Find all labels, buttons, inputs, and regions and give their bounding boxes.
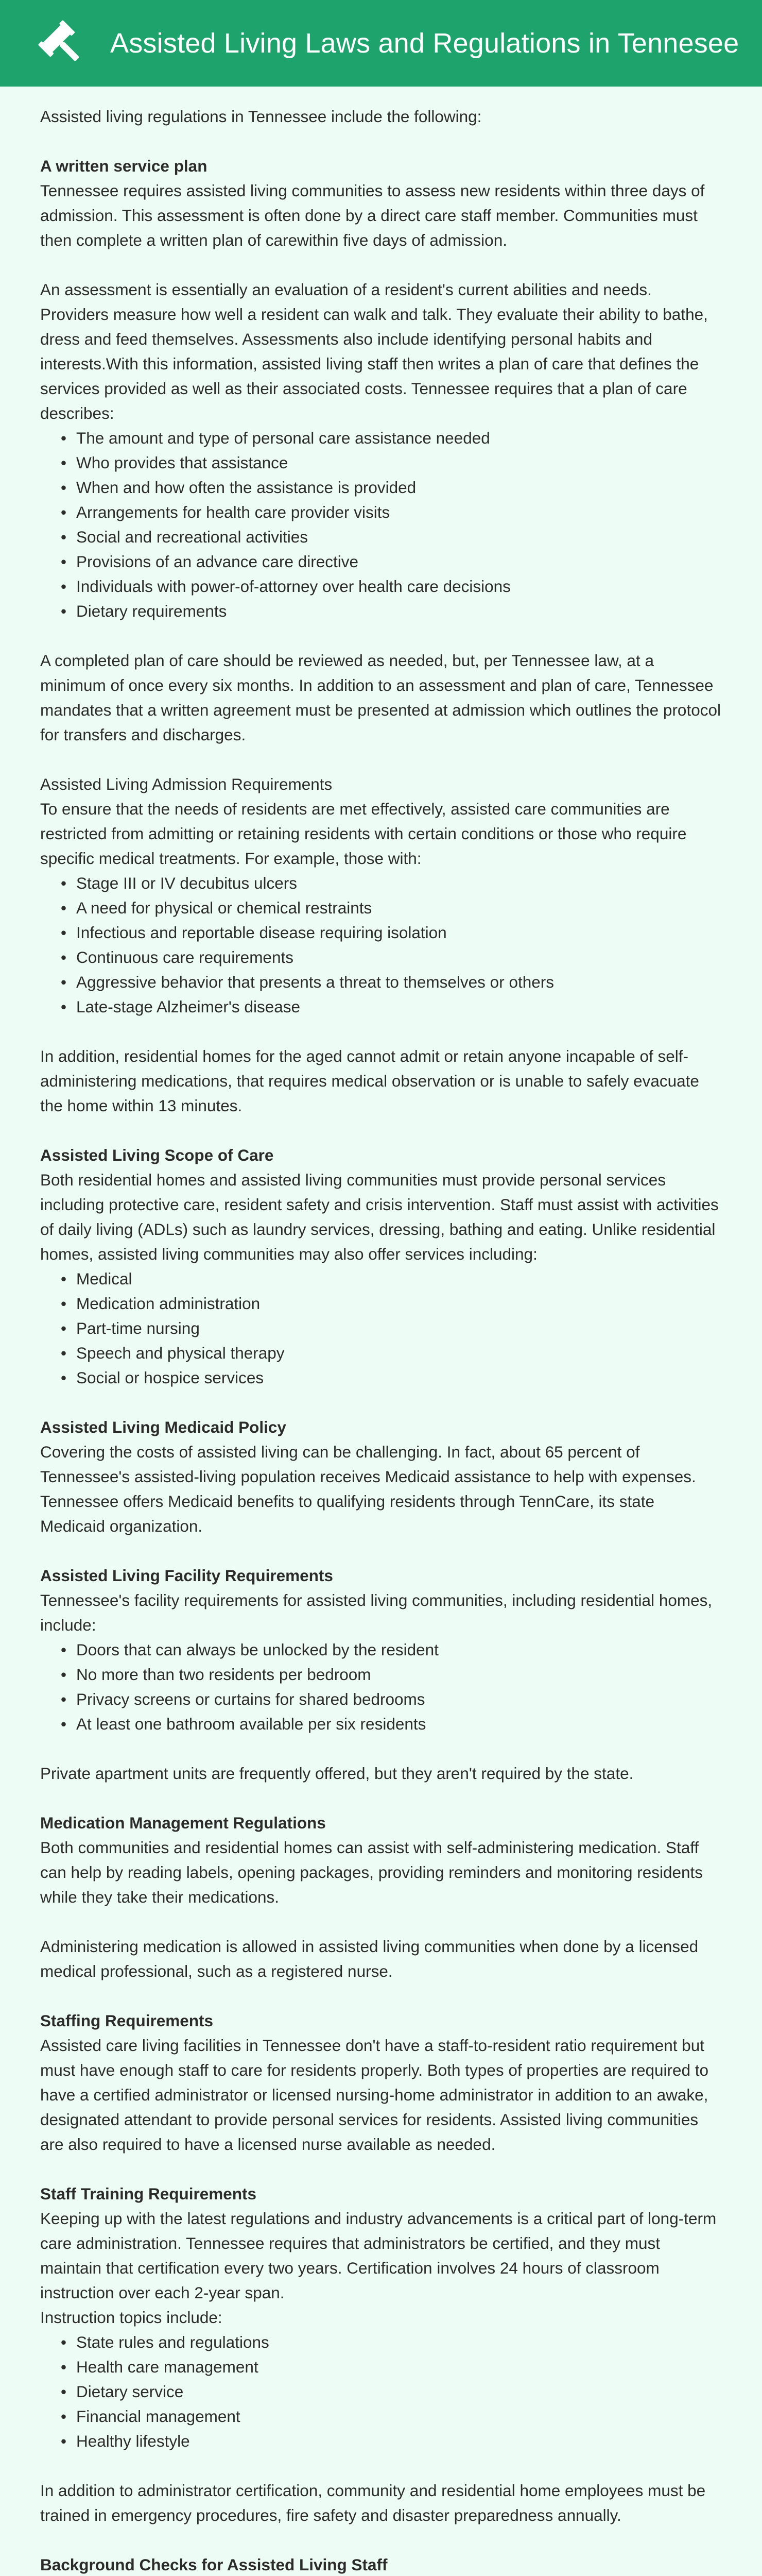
list-item: • State rules and regulations [61, 2330, 722, 2354]
list-item: • Dietary service [61, 2379, 722, 2404]
service-plan-paragraph-1: Tennessee requires assisted living communities to assess new residents within three days of admission. This assessment is often done by a direct care staff member. Communities must then complete a written plan of carewithin five days of admission. [40, 181, 705, 249]
section-heading-medicaid: Assisted Living Medicaid Policy [40, 1418, 286, 1436]
section-heading-background: Background Checks for Assisted Living Staff [40, 2555, 388, 2574]
article-body [0, 87, 762, 2576]
section-heading-medication: Medication Management Regulations [40, 1814, 326, 1832]
list-item: • Late-stage Alzheimer's disease [61, 994, 722, 1019]
service-plan-paragraph-2: An assessment is essentially an evaluation of a resident's current abilities and needs. Providers measure how well a resident can walk and talk. They evaluate their ability to bathe, dress and feed themselves. Assessments also include identifying personal habits and interests.With this information, assisted living staff then writes a plan of care that defines the services provided as well as their associated costs. Tennessee requires that a plan of care describes: [40, 280, 708, 422]
list-item: • Infectious and reportable disease requiring isolation [61, 920, 722, 945]
list-item: • Dietary requirements [61, 599, 722, 623]
section-heading-facility: Assisted Living Facility Requirements [40, 1566, 333, 1585]
list-item: • Provisions of an advance care directive [61, 549, 722, 574]
list-item: • Medication administration [61, 1291, 722, 1316]
list-item: • Speech and physical therapy [61, 1341, 722, 1365]
list-item: • Financial management [61, 2404, 722, 2429]
list-item: • Part-time nursing [61, 1316, 722, 1341]
facility-paragraph-1: Tennessee's facility requirements for assisted living communities, including residential homes, include: [40, 1591, 713, 1634]
list-item: • No more than two residents per bedroom [61, 1662, 722, 1687]
list-item: • Social or hospice services [61, 1365, 722, 1390]
list-item: • Aggressive behavior that presents a threat to themselves or others [61, 970, 722, 994]
training-paragraph-1: Keeping up with the latest regulations and industry advancements is a critical part of long-term care administration. Tennessee requires that administrators be certified, and they must maintain that certification every two years. Certification involves 24 hours of classroom instruction over each 2-year span. [40, 2209, 717, 2302]
service-plan-paragraph-3: A completed plan of care should be reviewed as needed, but, per Tennessee law, at a minimum of once every six months. In addition to an assessment and plan of care, Tennessee mandates that a written agreement must be presented at admission which outlines the protocol for transfers and discharges. [40, 651, 721, 744]
gavel-icon [33, 15, 90, 72]
facility-list [40, 1637, 722, 1736]
section-heading-admission: Assisted Living Admission Requirements [40, 775, 333, 793]
admission-paragraph-1: To ensure that the needs of residents are met effectively, assisted care communities are restricted from admitting or retaining residents with certain conditions or those who require specific medical treatments. For example, those with: [40, 800, 687, 868]
list-item: • A need for physical or chemical restraints [61, 895, 722, 920]
section-heading-training: Staff Training Requirements [40, 2184, 257, 2203]
page-title: Assisted Living Laws and Regulations in Tennesee [110, 28, 739, 59]
scope-list [40, 1266, 722, 1390]
training-paragraph-2: In addition to administrator certification, community and residential home employees must be trained in emergency procedures, fire safety and disaster preparedness annually. [40, 2481, 706, 2524]
list-item: • Who provides that assistance [61, 450, 722, 475]
section-heading-scope: Assisted Living Scope of Care [40, 1146, 274, 1164]
service-plan-list [40, 426, 722, 623]
list-item: • At least one bathroom available per six residents [61, 1711, 722, 1736]
medication-paragraph-1: Both communities and residential homes can assist with self-administering medication. Staff can help by reading labels, opening packages, providing reminders and monitoring residents while they take their medications. [40, 1838, 703, 1906]
list-item: • Privacy screens or curtains for shared bedrooms [61, 1687, 722, 1711]
facility-paragraph-2: Private apartment units are frequently offered, but they aren't required by the state. [40, 1764, 634, 1783]
section-heading-service-plan: A written service plan [40, 157, 207, 175]
list-item: • Doors that can always be unlocked by the resident [61, 1637, 722, 1662]
list-item: • The amount and type of personal care assistance needed [61, 426, 722, 450]
admission-paragraph-2: In addition, residential homes for the aged cannot admit or retain anyone incapable of self-administering medications, that requires medical observation or is unable to safely evacuate the home within 13 minutes. [40, 1047, 699, 1115]
list-item: • Social and recreational activities [61, 524, 722, 549]
page-header [0, 0, 762, 87]
intro-text: Assisted living regulations in Tennessee include the following: [40, 107, 482, 126]
list-item: • Health care management [61, 2354, 722, 2379]
training-list [40, 2330, 722, 2453]
medication-paragraph-2: Administering medication is allowed in assisted living communities when done by a licensed medical professional, such as a registered nurse. [40, 1937, 699, 1980]
list-item: • When and how often the assistance is provided [61, 475, 722, 500]
section-heading-staffing: Staffing Requirements [40, 2011, 214, 2030]
training-topics-intro: Instruction topics include: [40, 2308, 222, 2327]
list-item: • Individuals with power-of-attorney over health care decisions [61, 574, 722, 599]
medicaid-paragraph-1: Covering the costs of assisted living can be challenging. In fact, about 65 percent of Tennessee's assisted-living population receives Medicaid assistance to help with expenses. Tennessee offers Medicaid benefits to qualifying residents through TennCare, its state Medicaid organization. [40, 1443, 696, 1535]
list-item: • Stage III or IV decubitus ulcers [61, 871, 722, 895]
admission-list [40, 871, 722, 1019]
list-item: • Continuous care requirements [61, 945, 722, 970]
staffing-paragraph-1: Assisted care living facilities in Tennessee don't have a staff-to-resident ratio requirement but must have enough staff to care for residents properly. Both types of properties are required to have a certified administrator or licensed nursing-home administrator in addition to an awake, designated attendant to provide personal services for residents. Assisted living communities are also required to have a licensed nurse available as needed. [40, 2036, 709, 2154]
scope-paragraph-1: Both residential homes and assisted living communities must provide personal services including protective care, resident safety and crisis intervention. Staff must assist with activities of daily living (ADLs) such as laundry services, dressing, bathing and eating. Unlike residential homes, assisted living communities may also offer services including: [40, 1171, 719, 1263]
list-item: • Medical [61, 1266, 722, 1291]
list-item: • Arrangements for health care provider visits [61, 500, 722, 524]
list-item: • Healthy lifestyle [61, 2429, 722, 2453]
